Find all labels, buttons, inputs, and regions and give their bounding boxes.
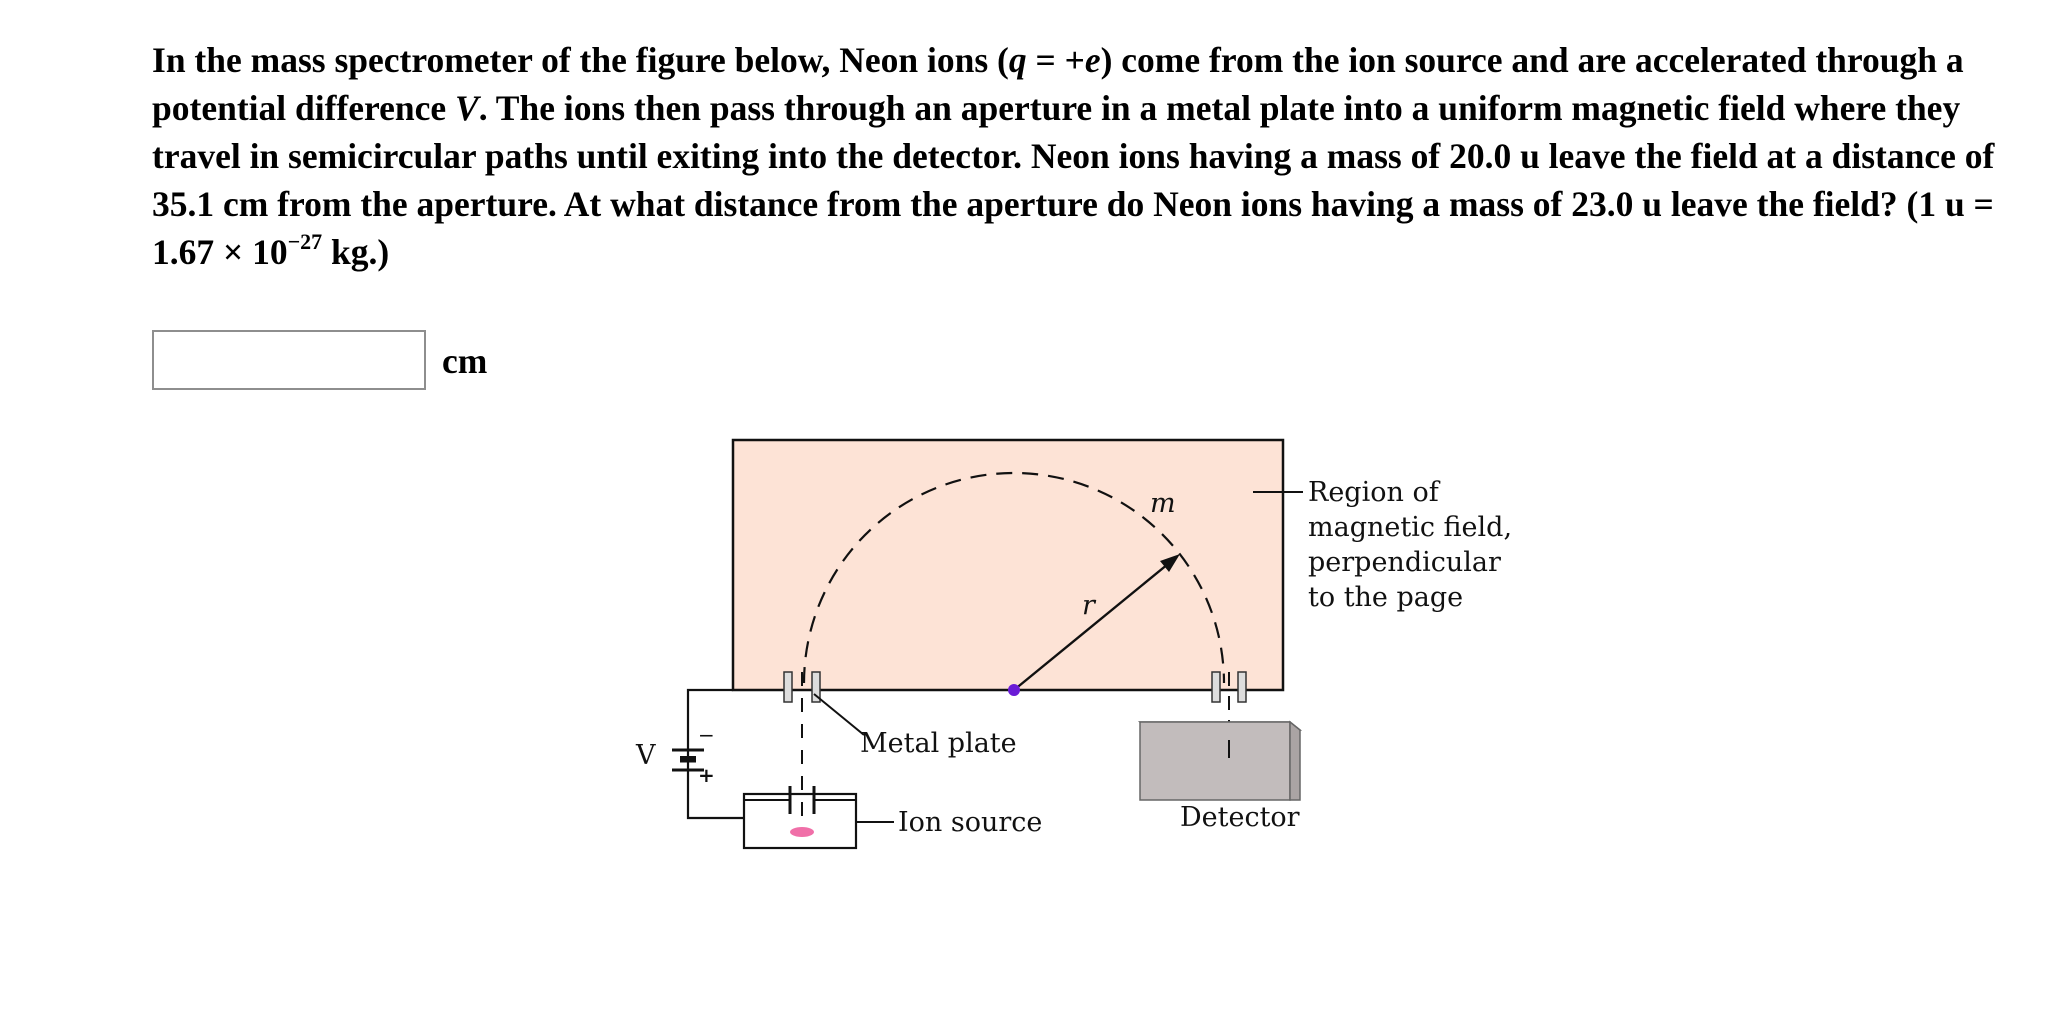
magnetic-field-region [733, 440, 1283, 690]
exponent: −27 [287, 229, 323, 255]
answer-unit: cm [442, 341, 488, 381]
entrance-slit-left [784, 672, 792, 702]
question-text: In the mass spectrometer of the figure below, Neon ions (q = +e) come from the ion source and are accelerated through a potential difference V. The ions then pass through an aperture in a metal plate into a uniform magnetic field where they travel in semicircular paths until exiting into the detector. Neon ions having a mass of 20.0 u leave the field at a distance of 35.1 cm from the aperture. At what distance from the aperture do Neon ions having a mass of 23.0 u leave the field? (1 $u = 1.67 \times 10^{-27}$ kg.) [152, 40, 1995, 272]
voltage-label: V [636, 740, 656, 771]
battery-minus-label: − [698, 723, 715, 747]
ion-source-label: Ion source [898, 807, 1043, 838]
detector-box [1140, 722, 1290, 800]
circuit-wire [688, 690, 744, 818]
field-label-line-4: to the page [1308, 582, 1464, 613]
detector-side [1290, 722, 1300, 800]
potential-symbol-v: V [455, 88, 479, 128]
ion-source-dot [790, 827, 814, 837]
field-label-line-1: Region of [1308, 477, 1439, 508]
charge-symbol-e: e [1084, 40, 1101, 80]
ion-source-box [744, 794, 856, 848]
mass-label: m [1150, 488, 1176, 519]
battery-plus-label: + [698, 763, 715, 787]
field-label-line-3: perpendicular [1308, 547, 1501, 578]
center-dot [1008, 684, 1020, 696]
field-label-line-2: magnetic field, [1308, 512, 1513, 543]
metal-plate-label: Metal plate [860, 728, 1017, 759]
exit-slit-right [1238, 672, 1246, 702]
charge-symbol-q: q [1008, 40, 1027, 80]
detector-label: Detector [1180, 802, 1300, 833]
metal-plate-leader [814, 694, 864, 735]
radius-label: r [1082, 590, 1095, 621]
exit-slit-left [1212, 672, 1220, 702]
